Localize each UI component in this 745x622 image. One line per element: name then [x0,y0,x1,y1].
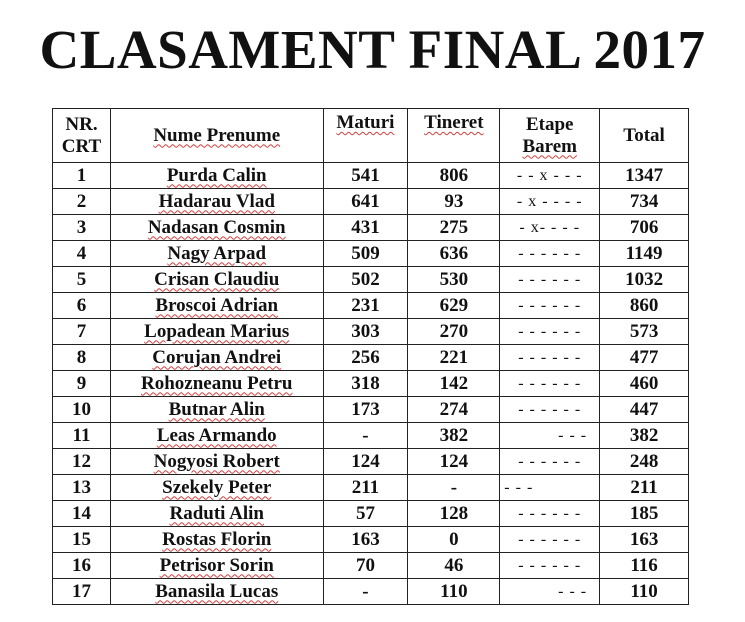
cell-tineret: 110 [408,579,500,605]
cell-tineret: 93 [408,189,500,215]
cell-tineret: - [408,475,500,501]
cell-maturi: 641 [323,189,408,215]
player-name: Crisan Claudiu [154,268,280,290]
cell-nr: 6 [53,293,111,319]
table-row [53,189,689,215]
cell-nr: 2 [53,189,111,215]
cell-name [110,475,323,501]
cell-nr: 9 [53,371,111,397]
cell-total: 110 [600,579,689,605]
table-row [53,579,689,605]
cell-total: 460 [600,371,689,397]
cell-nr: 4 [53,241,111,267]
cell-etape: - x- - - - [500,215,600,241]
player-name: Butnar Alin [168,398,265,420]
cell-tineret: 124 [408,449,500,475]
cell-name [110,293,323,319]
table-row [53,527,689,553]
cell-tineret: 270 [408,319,500,345]
table-row [53,267,689,293]
cell-name [110,371,323,397]
player-name: Lopadean Marius [144,320,290,342]
cell-maturi: - [323,579,408,605]
player-name: Nadasan Cosmin [147,216,286,238]
table-row [53,475,689,501]
cell-nr: 13 [53,475,111,501]
cell-total: 211 [600,475,689,501]
cell-total: 185 [600,501,689,527]
cell-nr: 17 [53,579,111,605]
cell-tineret: 46 [408,553,500,579]
cell-name [110,397,323,423]
player-name: Corujan Andrei [152,346,282,368]
header-tineret [408,109,500,163]
cell-tineret: 629 [408,293,500,319]
cell-name [110,423,323,449]
table-row [53,371,689,397]
cell-etape: - - - - - - [500,345,600,371]
table-row [53,319,689,345]
cell-maturi: 70 [323,553,408,579]
table-row [53,449,689,475]
cell-maturi: 211 [323,475,408,501]
table-row [53,501,689,527]
cell-etape: - - - [500,475,600,501]
cell-total: 382 [600,423,689,449]
cell-maturi: 431 [323,215,408,241]
cell-total: 477 [600,345,689,371]
cell-name [110,267,323,293]
header-maturi [323,109,408,163]
cell-etape: - - - - - - [500,449,600,475]
header-total: Total [600,109,689,163]
cell-name [110,501,323,527]
cell-nr: 12 [53,449,111,475]
cell-nr: 14 [53,501,111,527]
table-row [53,215,689,241]
cell-etape: - - - - - - [500,501,600,527]
cell-total: 248 [600,449,689,475]
cell-total: 447 [600,397,689,423]
header-tineret-label: Tineret [424,112,484,133]
cell-total: 573 [600,319,689,345]
player-name: Banasila Lucas [155,580,279,602]
cell-maturi: 541 [323,163,408,189]
cell-etape: - - - - - - [500,371,600,397]
cell-tineret: 636 [408,241,500,267]
cell-maturi: 509 [323,241,408,267]
cell-etape: - x - - - - [500,189,600,215]
cell-nr: 16 [53,553,111,579]
table-row [53,345,689,371]
table-row [53,397,689,423]
ranking-table [52,108,689,605]
cell-maturi: 231 [323,293,408,319]
cell-total: 1149 [600,241,689,267]
header-etape-line1: Etape [525,113,574,135]
cell-tineret: 806 [408,163,500,189]
cell-maturi: 502 [323,267,408,293]
page-title: CLASAMENT FINAL 2017 [39,19,706,80]
cell-name [110,319,323,345]
cell-etape: - - - - - - [500,397,600,423]
cell-maturi: 318 [323,371,408,397]
cell-name [110,449,323,475]
table-row [53,241,689,267]
player-name: Nagy Arpad [167,242,267,264]
header-row [53,109,689,163]
cell-etape: - - - [500,579,600,605]
cell-total: 860 [600,293,689,319]
cell-nr: 7 [53,319,111,345]
cell-total: 116 [600,553,689,579]
header-etape-line2: Barem [522,135,577,157]
cell-nr: 5 [53,267,111,293]
cell-nr: 10 [53,397,111,423]
cell-name [110,189,323,215]
cell-tineret: 274 [408,397,500,423]
cell-total: 1032 [600,267,689,293]
player-name: Nogyosi Robert [153,450,280,472]
cell-tineret: 0 [408,527,500,553]
player-name: Broscoi Adrian [155,294,279,316]
cell-tineret: 275 [408,215,500,241]
cell-maturi: 124 [323,449,408,475]
player-name: Szekely Peter [162,476,272,498]
cell-etape: - - - [500,423,600,449]
cell-tineret: 128 [408,501,500,527]
cell-etape: - - - - - - [500,267,600,293]
cell-tineret: 382 [408,423,500,449]
player-name: Rohozneanu Petru [140,372,293,394]
cell-maturi: - [323,423,408,449]
cell-etape: - - - - - - [500,319,600,345]
cell-name [110,553,323,579]
header-maturi-label: Maturi [336,112,395,133]
header-name-label: Nume Prenume [153,124,281,146]
cell-maturi: 303 [323,319,408,345]
table-row [53,293,689,319]
header-name [110,109,323,163]
cell-total: 734 [600,189,689,215]
cell-nr: 8 [53,345,111,371]
cell-etape: - - - - - - [500,241,600,267]
cell-maturi: 163 [323,527,408,553]
cell-name [110,345,323,371]
player-name: Rostas Florin [162,528,272,550]
cell-tineret: 142 [408,371,500,397]
cell-maturi: 256 [323,345,408,371]
header-nr-line2: CRT [61,135,102,157]
cell-name [110,241,323,267]
player-name: Purda Calin [166,164,267,186]
cell-nr: 15 [53,527,111,553]
header-etape [500,109,600,163]
player-name: Leas Armando [156,424,277,446]
cell-tineret: 221 [408,345,500,371]
player-name: Petrisor Sorin [159,554,274,576]
cell-nr: 3 [53,215,111,241]
cell-maturi: 57 [323,501,408,527]
table-row [53,163,689,189]
cell-total: 706 [600,215,689,241]
cell-nr: 11 [53,423,111,449]
cell-etape: - - - - - - [500,553,600,579]
cell-etape: - - x - - - [500,163,600,189]
cell-total: 163 [600,527,689,553]
cell-total: 1347 [600,163,689,189]
table-row [53,553,689,579]
header-nr-line1: NR. [65,113,98,135]
table-row [53,423,689,449]
cell-etape: - - - - - - [500,293,600,319]
cell-etape: - - - - - - [500,527,600,553]
player-name: Raduti Alin [169,502,264,524]
cell-name [110,215,323,241]
cell-tineret: 530 [408,267,500,293]
header-nr [53,109,111,163]
cell-name [110,579,323,605]
player-name: Hadarau Vlad [158,190,275,212]
cell-name [110,163,323,189]
cell-name [110,527,323,553]
cell-nr: 1 [53,163,111,189]
cell-maturi: 173 [323,397,408,423]
